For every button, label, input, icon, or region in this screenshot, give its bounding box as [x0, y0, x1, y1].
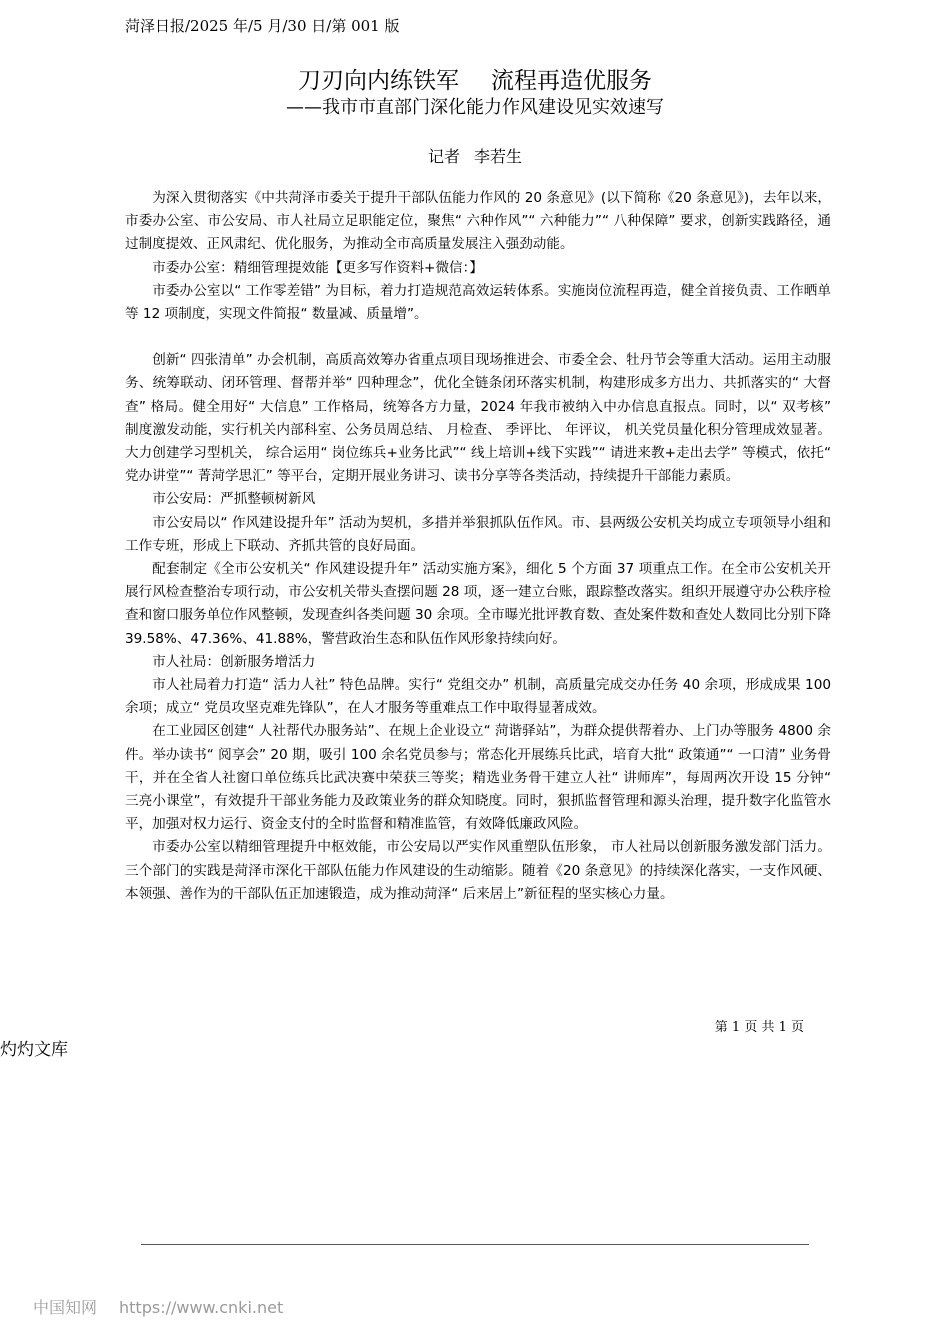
article-paragraph: 为深入贯彻落实《中共菏泽市委关于提升干部队伍能力作风的 20 条意见》(以下简称《20 条意见》)，去年以来，市委办公室、市公安局、市人社局立足职能定位，聚焦“ 六种作风”“ 六种能力”“ 八种保障” 要求，创新实践路径，通过制度提效、正风肃纪、优化服务，为推动全市高质量发展注入强劲动能。: [125, 190, 831, 253]
byline-author: 李若生: [474, 147, 523, 166]
article-paragraph: 市委办公室以精细管理提升中枢效能，市公安局以严实作风重塑队伍形象， 市人社局以创新服务激发部门活力。三个部门的实践是菏泽市深化干部队伍能力作风建设的生动缩影。随着《20 条意见》的持续深化落实，一支作风硬、本领强、善作为的干部队伍正加速锻造，成为推动菏泽“ 后来居上”新征程的坚实核心力量。: [125, 839, 831, 902]
section-heading: 市公安局：严抓整顿树新风: [152, 491, 316, 508]
section-heading: 市人社局：创新服务增活力: [152, 653, 316, 670]
article-subtitle: ——我市市直部门深化能力作风建设见实效速写: [286, 97, 664, 118]
watermark-text: 灼灼文库: [0, 1040, 68, 1060]
article-title-part2: 流程再造优服务: [491, 68, 652, 94]
article-title: [0, 62, 950, 95]
article-paragraph: 配套制定《全市公安机关“ 作风建设提升年” 活动实施方案》，细化 5 个方面 37 项重点工作。在全市公安机关开展行风检查整治专项行动，市公安机关带头查摆问题 28 项，逐一建立台账，跟踪整改落实。组织开展遵守办公秩序检查和窗口服务单位作风整顿，发现查纠各类问题 30 余项。全市曝光批评教育数、查处案件数和查处人数同比分别下降 39.58%、47.36%、41.88%，警营政治生态和队伍作风形象持续向好。: [125, 561, 831, 647]
byline-label: 记者: [427, 147, 460, 166]
footer-source: [33, 1295, 283, 1318]
page-number: 第 1 页 共 1 页: [714, 1020, 804, 1035]
publication-line: 菏泽日报/2025 年/5 月/30 日/第 001 版: [125, 17, 400, 35]
article-paragraph: 在工业园区创建“ 人社帮代办服务站”、在规上企业设立“ 菏谐驿站”，为群众提供帮着办、上门办等服务 4800 余件。举办读书“ 阅享会” 20 期，吸引 100 余名党员参与；常态化开展练兵比武，培育大批“ 政策通”“ 一口清” 业务骨干，并在全省人社窗口单位练兵比武决赛中荣获三等奖；精选业务骨干建立人社“ 讲师库”，每周两次开设 15 分钟“ 三亮小课堂”，有效提升干部业务能力及政策业务的群众知晓度。同时，狠抓监督管理和源头治理，提升数字化监管水平，加强对权力运行、资金支付的全时监督和精准监管，有效降低廉政风险。: [125, 723, 831, 833]
article-body: [125, 187, 831, 906]
article-paragraph: 市委办公室以“ 工作零差错” 为目标，着力打造规范高效运转体系。实施岗位流程再造，健全首接负责、工作晒单等 12 项制度，实现文件简报“ 数量减、质量增”。: [125, 282, 831, 323]
article-title-part1: 刀刃向内练铁军: [298, 68, 459, 94]
footer-divider: [141, 1244, 809, 1245]
source-name: 中国知网: [33, 1298, 98, 1317]
byline: [0, 144, 950, 167]
source-url[interactable]: https://www.cnki.net: [119, 1298, 284, 1317]
article-paragraph: 市人社局着力打造“ 活力人社” 特色品牌。实行“ 党组交办” 机制，高质量完成交办任务 40 余项，形成成果 100 余项；成立“ 党员攻坚克难先锋队”，在人才服务等重难点工作中取得显著成效。: [125, 677, 831, 717]
article-paragraph: 创新“ 四张清单” 办会机制，高质高效筹办省重点项目现场推进会、市委全会、牡丹节会等重大活动。运用主动服务、统筹联动、闭环管理、督帮并举“ 四种理念”，优化全链条闭环落实机制，构建形成多方出力、共抓落实的“ 大督查” 格局。健全用好“ 大信息” 工作格局，统筹各方力量，2024 年我市被纳入中办信息直报点。同时，以“ 双考核” 制度激发动能，实行机关内部科室、公务员周总结、 月检查、 季评比、 年评议， 机关党员量化积分管理成效显著。 大力创建学习型机关， 综合运用“ 岗位练兵+业务比武”“ 线上培训+线下实践”“ 请进来教+走出去学” 等模式，依托“ 党办讲堂”“ 菁菏学思汇” 等平台，定期开展业务讲习、读书分享等各类活动，持续提升干部能力素质。: [125, 352, 831, 485]
section-heading: 市委办公室：精细管理提效能【更多写作资料+微信：】: [152, 259, 484, 276]
article-paragraph: 市公安局以“ 作风建设提升年” 活动为契机，多措并举狠抓队伍作风。市、县两级公安机关均成立专项领导小组和工作专班，形成上下联动、齐抓共管的良好局面。: [125, 514, 831, 554]
